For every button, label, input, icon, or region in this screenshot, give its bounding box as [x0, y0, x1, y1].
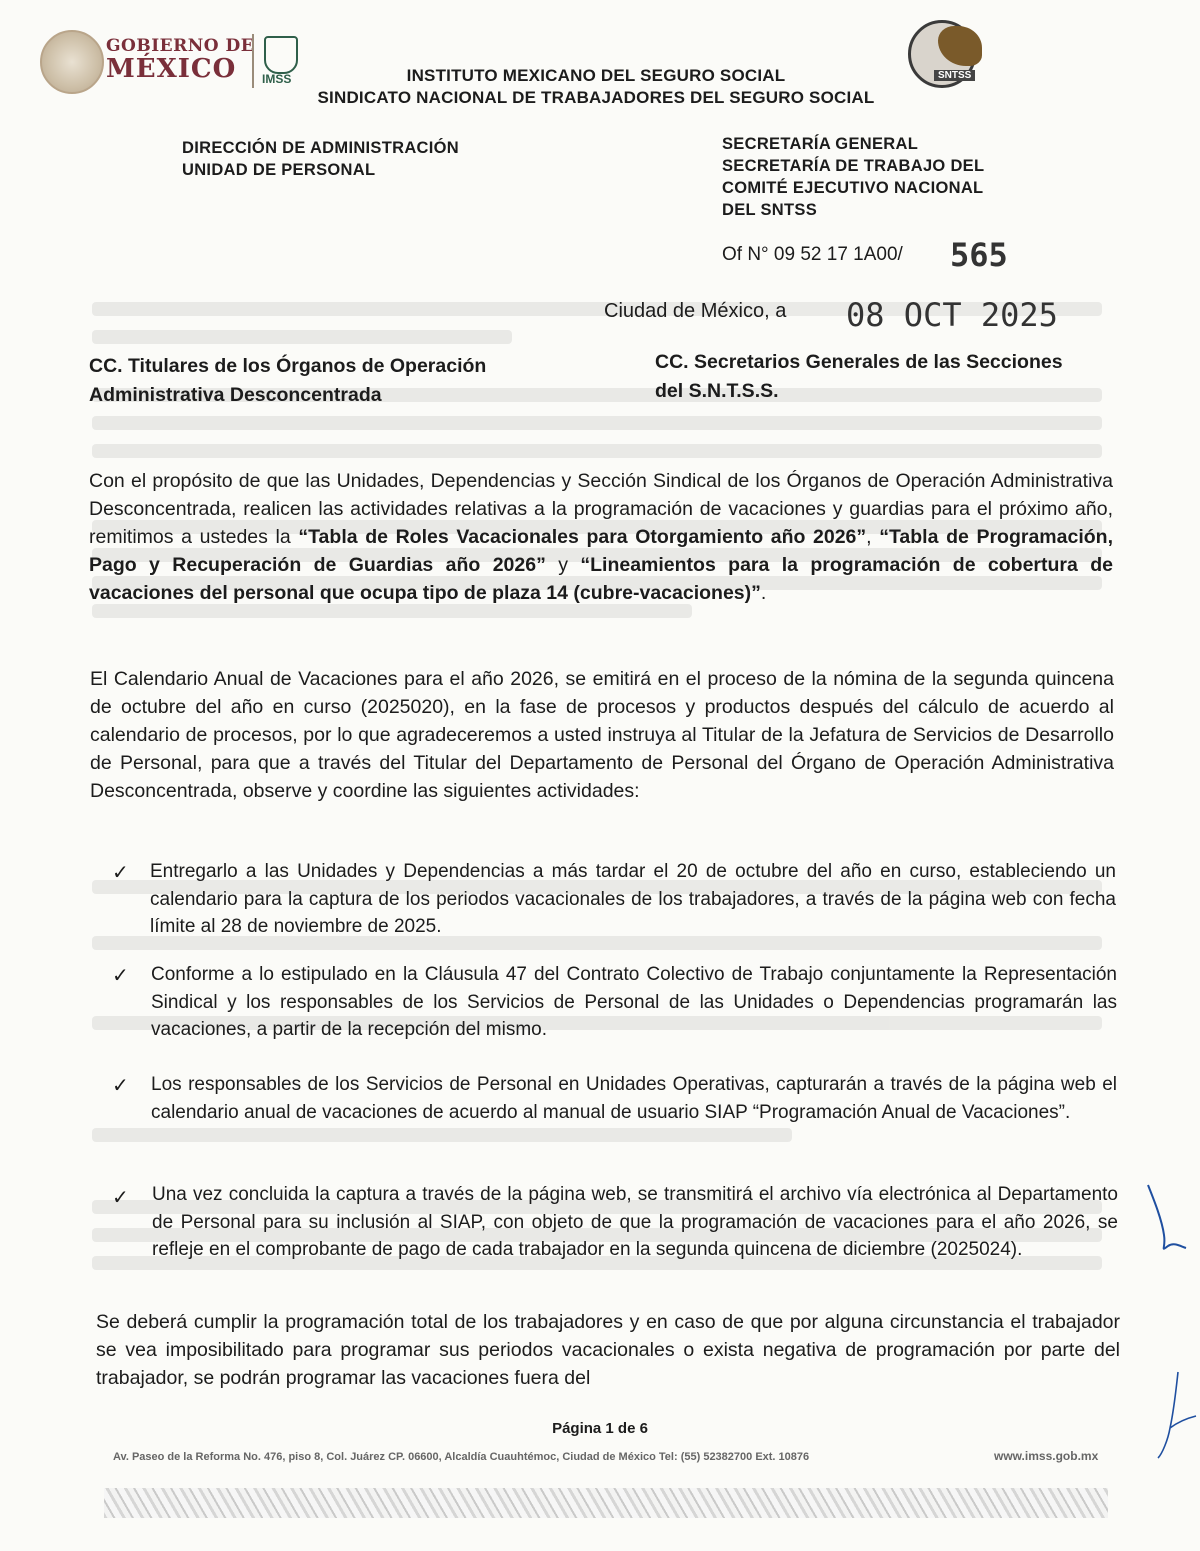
- bullet-item-3: Los responsables de los Servicios de Personal en Unidades Operativas, capturarán a través de la página web el calendario anual de vacaciones de acuerdo al manual de usuario SIAP “Programación Anual de Vacaciones”.: [151, 1074, 1117, 1123]
- sender-left-line2: UNIDAD DE PERSONAL: [182, 161, 376, 179]
- sntss-logo-label: SNTSS: [934, 70, 975, 81]
- checkmark-icon: ✓: [112, 1075, 129, 1097]
- footer-address: Av. Paseo de la Reforma No. 476, piso 8, Col. Juárez CP. 06600, Alcaldía Cuauhtémoc, Ciudad de México Tel: (55) 52382700 Ext. 10876: [113, 1451, 810, 1463]
- gob-logo-line1: GOBIERNO DE: [106, 36, 255, 56]
- institution-line-1: INSTITUTO MEXICANO DEL SEGURO SOCIAL: [406, 66, 786, 85]
- p1-end: .: [760, 582, 767, 604]
- imss-logo-label: IMSS: [262, 72, 292, 86]
- p1-sep1: ,: [866, 526, 880, 548]
- sender-left-line1: DIRECCIÓN DE ADMINISTRACIÓN: [182, 139, 459, 157]
- sender-right-line2: SECRETARÍA DE TRABAJO DEL: [722, 157, 985, 175]
- p1-sep2: y: [545, 554, 581, 576]
- gob-logo-line2: MÉXICO: [106, 54, 237, 84]
- sender-right: [722, 133, 984, 221]
- checkmark-icon: ✓: [112, 965, 129, 987]
- footer-decorative-band: [104, 1488, 1108, 1518]
- sender-right-line4: DEL SNTSS: [722, 201, 817, 219]
- sender-right-line3: COMITÉ EJECUTIVO NACIONAL: [722, 179, 984, 197]
- recipient-left-line1: CC. Titulares de los Órganos de Operación: [89, 355, 487, 377]
- p1-bold-tabla-guardias: “Tabla de Programación, Pago y Recuperación de Guardias año 2026”: [89, 526, 1113, 576]
- checkmark-icon: ✓: [112, 862, 129, 884]
- body-paragraph-1: [89, 467, 1113, 607]
- signature-initial-1: [1140, 1180, 1190, 1260]
- recipient-right-line1: CC. Secretarios Generales de las Secciones: [655, 351, 1063, 373]
- recipient-left-line2: Administrativa Desconcentrada: [89, 384, 382, 406]
- place-line: Ciudad de México, a: [604, 300, 787, 322]
- office-number-stamp: 565: [950, 236, 1008, 274]
- bullet-item-4: Una vez concluida la captura a través de la página web, se transmitirá el archivo vía electrónica al Departamento de Personal para su inclusión al SIAP, con objeto de que la programación de vacaciones para el año 2026, se refleje en el comprobante de pago de cada trabajador en la segunda quincena de diciembre (2025024).: [152, 1184, 1118, 1260]
- recipient-right: [655, 348, 1115, 406]
- footer-website: www.imss.gob.mx: [994, 1449, 1099, 1463]
- bullet-item-1: Entregarlo a las Unidades y Dependencias a más tardar el 20 de octubre del año en curso, estableciendo un calendario para la captura de los periodos vacacionales de los trabajadores, a través de la página web con fecha límite al 28 de noviembre de 2025.: [150, 861, 1116, 937]
- body-paragraph-3: Se deberá cumplir la programación total de los trabajadores y en caso de que por alguna circunstancia el trabajador se vea imposibilitado para programar sus periodos vacacionales o exista negativa de programación por parte del trabajador, se podrán programar las vacaciones fuera del: [96, 1311, 1120, 1389]
- checkmark-icon: ✓: [112, 1187, 129, 1209]
- sender-right-line1: SECRETARÍA GENERAL: [722, 135, 919, 153]
- bullet-item-2: Conforme a lo estipulado en la Cláusula 47 del Contrato Colectivo de Trabajo conjuntamente la Representación Sindical y los responsables de los Servicios de Personal de las Unidades o Dependencias programarán las vacaciones, a partir de la recepción del mismo.: [151, 964, 1117, 1040]
- recipient-right-line2: del S.N.T.S.S.: [655, 380, 779, 402]
- body-paragraph-2: El Calendario Anual de Vacaciones para el año 2026, se emitirá en el proceso de la nómina de la segunda quincena de octubre del año en curso (2025020), en la fase de procesos y productos después del cálculo de acuerdo al calendario de procesos, por lo que agradeceremos a usted instruya al Titular de la Jefatura de Servicios de Desarrollo de Personal, para que a través del Titular del Departamento de Personal del Órgano de Operación Administrativa Desconcentrada, observe y coordine las siguientes actividades:: [90, 668, 1114, 802]
- office-number: Of N° 09 52 17 1A00/: [722, 244, 903, 265]
- page-number: Página 1 de 6: [552, 1420, 648, 1437]
- recipient-left: [89, 352, 609, 410]
- institution-line-2: SINDICATO NACIONAL DE TRABAJADORES DEL SEGURO SOCIAL: [317, 88, 875, 107]
- p1-bold-tabla-roles: “Tabla de Roles Vacacionales para Otorgamiento año 2026”: [298, 526, 867, 548]
- p1-text: Con el propósito de que las Unidades, Dependencias y Sección Sindical de los Órganos de Operación Administrativa Desconcentrada, realicen las actividades relativas a la programación de vacaciones y guardias para el próximo año, remitimos a ustedes la: [89, 470, 1113, 548]
- p1-bold-lineamientos: “Lineamientos para la programación de cobertura de vacaciones del personal que ocupa tipo de plaza 14 (cubre-vacaciones)”: [89, 554, 1113, 604]
- signature-initial-2: [1148, 1370, 1198, 1460]
- sender-left: [182, 137, 459, 181]
- date-stamp: 08 OCT 2025: [846, 296, 1058, 334]
